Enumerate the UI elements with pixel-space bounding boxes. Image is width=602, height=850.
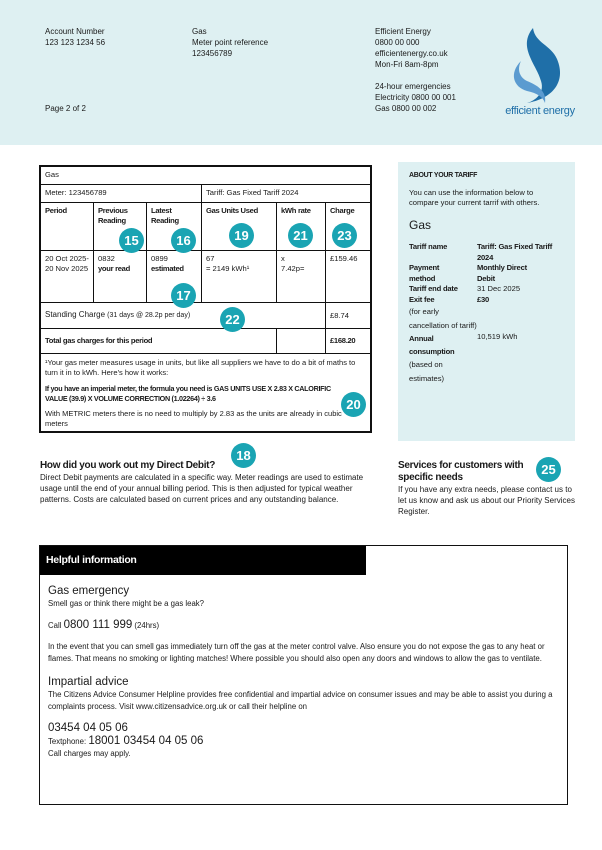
callout-badge-22: 22 — [220, 307, 245, 332]
col-latest-reading: Latest Reading — [147, 203, 202, 251]
callout-badge-19: 19 — [229, 223, 254, 248]
callout-badge-25: 25 — [536, 457, 561, 482]
company-name: Efficient Energy — [375, 27, 431, 36]
textphone-line — [48, 735, 563, 748]
standing-charge-row — [41, 303, 371, 329]
emergency-phone[interactable]: 0800 111 999 — [63, 618, 133, 631]
bill-header — [0, 0, 602, 145]
units-value: 67 — [206, 254, 215, 263]
gas-charges-table — [39, 165, 372, 433]
account-block — [45, 26, 105, 48]
meter-block — [192, 26, 268, 59]
direct-debit-body: Direct Debit payments are calculated in a specific way. Meter readings are used to estimate usage until the end of your annual billing period. This is then adjusted for typical weather patterns. Costs are calculated based on current prices and any outstanding balance. — [40, 473, 364, 504]
footnote: ¹Your gas meter measures usage in units, but like all suppliers we have to do a bit of maths to turn it in to kWh. Here’s how it works: — [45, 358, 356, 377]
textphone-number[interactable]: 18001 03454 04 05 06 — [88, 735, 204, 747]
table-title: Gas — [41, 167, 371, 185]
helpful-information-body — [48, 584, 563, 760]
units-cell — [202, 251, 277, 303]
latest-type: estimated — [151, 264, 184, 273]
logo-wordmark: efficient energy — [505, 105, 575, 117]
rate-cell — [277, 251, 326, 303]
textphone-label: Textphone: — [48, 737, 87, 746]
callout-badge-18: 18 — [231, 443, 256, 468]
specific-needs-body: If you have any extra needs, please contact us to let us know and ask us about our Priority Services Register. — [398, 485, 575, 516]
specific-needs-section — [398, 460, 578, 517]
col-previous-reading: Previous Reading — [94, 203, 147, 251]
callout-badge-20: 20 — [341, 392, 366, 417]
charge-value: £159.46 — [326, 251, 371, 303]
col-kwh-rate: kWh rate — [277, 203, 326, 251]
call-charges-note: Call charges may apply. — [48, 749, 131, 758]
callout-badge-16: 16 — [171, 228, 196, 253]
about-tariff-panel — [398, 162, 575, 441]
standing-charge-label: Standing Charge — [45, 310, 106, 319]
company-logo — [485, 25, 595, 125]
tariff-name: Tariff: Gas Fixed Tariff 2024 — [202, 185, 371, 203]
tariff-name-label: Tariff name — [409, 242, 448, 251]
annual-consumption-label-cell — [409, 332, 477, 385]
total-spacer — [277, 329, 326, 354]
exit-fee-sublabel: (for early cancellation of tariff) — [409, 307, 477, 330]
emergency-call-line — [48, 620, 563, 632]
exit-fee-label: Exit fee — [409, 294, 435, 304]
contact-block — [375, 26, 456, 114]
callout-badge-17: 17 — [171, 283, 196, 308]
emergency-electricity: Electricity 0800 00 001 — [375, 93, 456, 102]
gas-emergency-body: In the event that you can smell gas immediately turn off the gas at the meter control valve. Also ensure you do not expose the gas to any heat or flames. That means no smoking or lighting matches! Where possible you should also open any doors and windows to allow the gas to ventilate. — [48, 642, 545, 663]
company-phone: 0800 00 000 — [375, 38, 420, 47]
tariff-name-value: Tariff: Gas Fixed Tariff 2024 — [477, 242, 553, 262]
company-hours: Mon-Fri 8am-8pm — [375, 60, 439, 69]
call-label: Call — [48, 620, 62, 630]
payment-method-value: Monthly Direct Debit — [477, 263, 527, 283]
tariff-panel-title: ABOUT YOUR TARIFF — [409, 172, 478, 179]
previous-value: 0832 — [98, 254, 115, 263]
footnote-row — [41, 354, 371, 432]
table-row — [41, 251, 371, 303]
fuel-type: Gas — [192, 27, 207, 36]
gas-emergency-title: Gas emergency — [48, 585, 130, 597]
footnote-cell — [41, 354, 371, 432]
col-charge: Charge — [326, 203, 371, 251]
helpful-information-title: Helpful information — [40, 546, 366, 575]
annual-consumption-label: Annual consumption — [409, 334, 455, 356]
metric-note: With METRIC meters there is no need to multiply by 2.83 as the units are already in cubic meters — [45, 409, 342, 428]
impartial-advice-body: The Citizens Advice Consumer Helpline provides free confidential and impartial advice on consumer issues and may be able to assist you during a complaints process. Visit www.citizensadvice.org.uk or call their helpline on — [48, 690, 553, 711]
previous-type: your read — [98, 264, 130, 273]
kwh-value: = 2149 kWh¹ — [206, 264, 250, 273]
account-number: 123 123 1234 56 — [45, 38, 106, 47]
specific-needs-title: Services for customers with specific needs — [398, 460, 524, 483]
total-value: £168.20 — [326, 329, 371, 354]
callout-badge-23: 23 — [332, 223, 357, 248]
col-period: Period — [41, 203, 94, 251]
period-end: 20 Nov 2025 — [45, 264, 89, 273]
period-start: 20 Oct 2025- — [45, 254, 89, 263]
rate-multiplier: x — [281, 254, 285, 263]
advice-phone[interactable]: 03454 04 05 06 — [48, 722, 128, 734]
call-hours: (24hrs) — [134, 620, 160, 630]
account-label: Account Number — [45, 27, 105, 36]
tariff-end-value: 31 Dec 2025 — [477, 284, 521, 293]
total-row — [41, 329, 371, 354]
standing-charge-value: £8.74 — [326, 303, 371, 329]
impartial-advice-title: Impartial advice — [48, 676, 129, 688]
callout-badge-15: 15 — [119, 228, 144, 253]
previous-reading-cell — [94, 251, 147, 303]
imperial-formula: If you have an imperial meter, the formula you need is GAS UNITS USE X 2.83 X CALORIFIC VALUE (39.9) X VOLUME CORRECTION (1.02264) ÷ 3.6 — [45, 384, 331, 403]
emergency-title: 24-hour emergencies — [375, 82, 451, 91]
helpful-information-box — [39, 545, 568, 805]
column-headers — [41, 203, 371, 251]
tariff-panel-intro: You can use the information below to compare your current tarrif with others. — [409, 188, 540, 207]
latest-value: 0899 — [151, 254, 168, 263]
meter-number: Meter: 123456789 — [41, 185, 202, 203]
payment-method-label: Payment method — [409, 263, 440, 283]
page-indicator: Page 2 of 2 — [45, 104, 86, 113]
rate-value: 7.42p= — [281, 264, 305, 273]
direct-debit-title: How did you work out my Direct Debit? — [40, 460, 216, 471]
col-gas-units: Gas Units Used — [202, 203, 277, 251]
gas-emergency-question: Smell gas or think there might be a gas leak? — [48, 599, 205, 608]
period-cell — [41, 251, 94, 303]
callout-badge-21: 21 — [288, 223, 313, 248]
meter-ref: 123456789 — [192, 49, 233, 58]
exit-fee-label-cell — [409, 295, 477, 333]
meter-ref-label: Meter point reference — [192, 38, 269, 47]
exit-fee-value: £30 — [477, 294, 490, 304]
emergency-gas: Gas 0800 00 002 — [375, 104, 437, 113]
standing-charge-detail: (31 days @ 28.2p per day) — [107, 312, 191, 319]
tariff-end-label: Tariff end date — [409, 284, 458, 293]
annual-consumption-sublabel: (based on estimates) — [409, 360, 445, 383]
direct-debit-section — [40, 460, 370, 505]
tariff-fuel: Gas — [409, 218, 432, 232]
tariff-details — [409, 242, 564, 385]
flame-icon — [485, 25, 595, 105]
total-label: Total gas charges for this period — [41, 329, 277, 354]
annual-consumption-value: 10,519 kWh — [477, 332, 518, 341]
company-website[interactable]: efficientenergy.co.uk — [375, 49, 448, 58]
